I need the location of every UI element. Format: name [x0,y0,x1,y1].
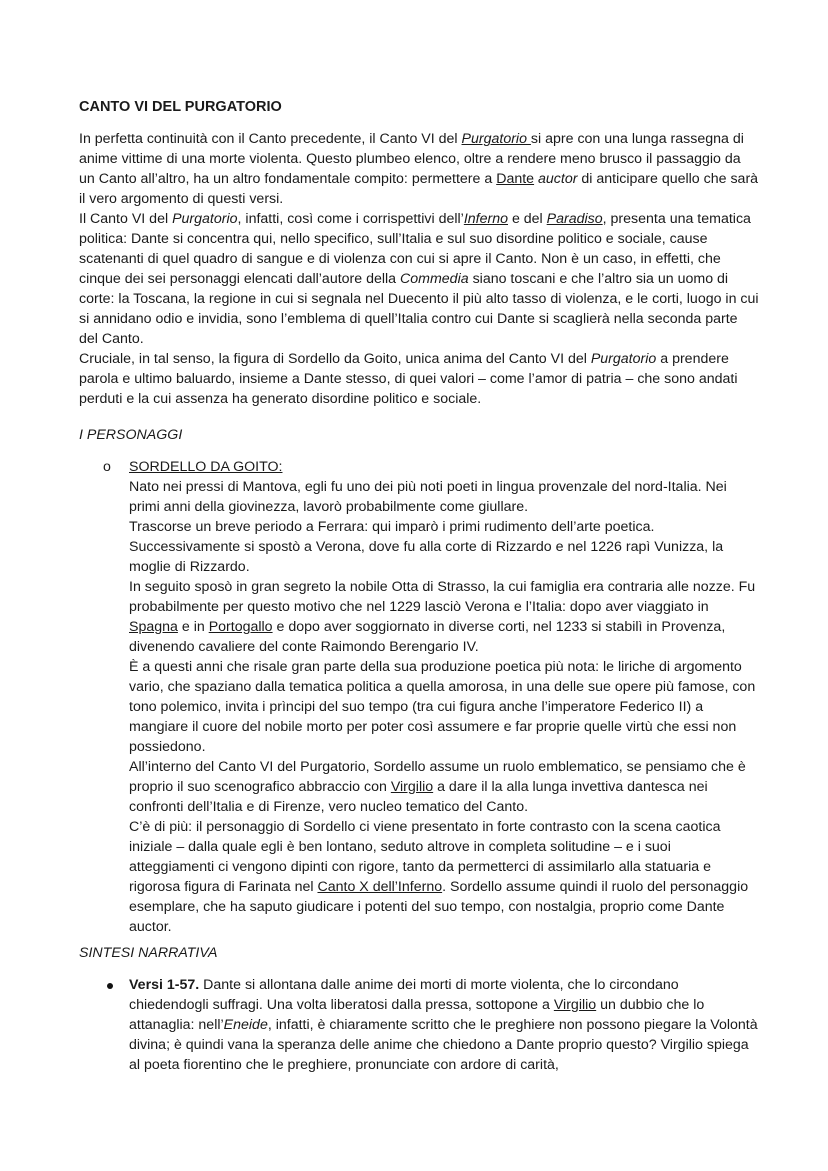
intro-paragraph-1: In perfetta continuità con il Canto precedente, il Canto VI del Purgatorio si apre con una lunga rassegna di anime vittime di una morte violenta. Questo plumbeo elenco, oltre a rendere meno brusco il passaggio da un Canto all’altro, ha un altro fondamentale compito: permettere a Dante auctor di anticipare quello che sarà il vero argomento di questi versi. [79,131,759,207]
character-text-2: Trascorse un breve periodo a Ferrara: qui imparò i primi rudimento dell’arte poetica. [129,519,655,535]
link-paradiso[interactable]: Paradiso [546,211,603,227]
character-text-5: È a questi anni che risale gran parte della sua produzione poetica più nota: le liriche di argomento vario, che spaziano dalla tematica politica a quella amorosa, in una delle sue opere più famose, con tono polemico, invita i prìncipi del suo tempo (tra cui figura anche l’imperatore Federico II) a mangiare il cuore del nobile morto per poter così assumere e far proprie quelle virtù che essi non possiedono. [129,659,756,755]
bullet-dot-icon [107,983,113,989]
character-text-7: C’è di più: il personaggio di Sordello ci viene presentato in forte contrasto con la scena caotica iniziale – dalla quale egli è ben lontano, seduto altrove in completa solitudine – e i suoi atteggiamenti ci vengono dipinti con rigore, tanto da permetterci di assimilarlo alla statuaria e rigorosa figura di Farinata nel Canto X dell’Inferno. Sordello assume quindi il ruolo del personaggio esemplare, che ha saputo giudicare i potenti del suo tempo, con nostalgia, proprio come Dante auctor. [129,819,749,935]
character-item-sordello [79,457,759,937]
verse-label: Versi 1-57. [129,977,200,993]
character-text-1: Nato nei pressi di Mantova, egli fu uno dei più noti poeti in lingua provenzale del nord-Italia. Nei primi anni della giovinezza, lavorò probabilmente come giullare. [129,479,727,515]
summary-item-versi-1-57 [79,975,759,1075]
intro-paragraph-3: Cruciale, in tal senso, la figura di Sordello da Goito, unica anima del Canto VI del Purgatorio a prendere parola e ultimo baluardo, insieme a Dante stesso, di quei valori – come l’amor di patria – che sono andati perduti e la cui assenza ha generato disordine politico e sociale. [79,351,738,407]
circle-bullet-icon: o [103,459,111,475]
link-inferno[interactable]: Inferno [463,211,508,227]
page-title: CANTO VI DEL PURGATORIO [79,99,282,115]
link-spagna[interactable]: Spagna [129,619,178,635]
link-virgilio-2[interactable]: Virgilio [553,997,597,1013]
section-heading-sintesi: SINTESI NARRATIVA [79,945,218,961]
link-dante[interactable]: Dante [496,171,535,187]
link-purgatorio[interactable]: Purgatorio [461,131,531,147]
section-heading-personaggi: I PERSONAGGI [79,427,183,443]
link-portogallo[interactable]: Portogallo [208,619,273,635]
summary-text: Versi 1-57. Dante si allontana dalle anime dei morti di morte violenta, che lo circondano chiedendogli suffragi. Una volta liberatosi dalla pressa, sottopone a Virgilio un dubbio che lo attanaglia: nell’Eneide, infatti, è chiaramente scritto che le preghiere non possono piegare la Volontà divina; è quindi vana la speranza delle anime che chiedono a Dante proprio questo? Virgilio spiega al poeta fiorentino che le preghiere, pronunciate con ardore di carità, [129,977,758,1073]
character-text-3: Successivamente si spostò a Verona, dove fu alla corte di Rizzardo e nel 1226 rapì Vunizza, la moglie di Rizzardo. [129,539,724,575]
character-text-6: All’interno del Canto VI del Purgatorio, Sordello assume un ruolo emblematico, se pensiamo che è proprio il suo scenografico abbraccio con Virgilio a dare il la alla lunga invettiva dantesca nei confronti dell’Italia e di Firenze, vero nucleo tematico del Canto. [129,759,746,815]
document-page [79,97,759,1075]
link-canto-x-inferno[interactable]: Canto X dell’Inferno [317,879,443,895]
character-name: SORDELLO DA GOITO: [129,459,283,475]
link-virgilio[interactable]: Virgilio [390,779,434,795]
intro-paragraph-2: Il Canto VI del Purgatorio, infatti, così come i corrispettivi dell’Inferno e del Paradiso, presenta una tematica politica: Dante si concentra qui, nello specifico, sull’Italia e sul suo disordine politico e sociale, cause scatenanti di quel quadro di sangue e di violenza con cui si apre il Canto. Non è un caso, in effetti, che cinque dei sei personaggi elencati dall’autore della Commedia siano toscani e che l’altro sia un uomo di corte: la Toscana, la regione in cui si segnala nel Duecento il più alto tasso di violenza, e le corti, luogo in cui si annidano odio e invidia, sono l’emblema di quell’Italia contro cui Dante si scaglierà nella seconda parte del Canto. [79,211,759,347]
character-text-4: In seguito sposò in gran segreto la nobile Otta di Strasso, la cui famiglia era contraria alle nozze. Fu probabilmente per questo motivo che nel 1229 lasciò Verona e l’Italia: dopo aver viaggiato in Spagna e in Portogallo e dopo aver soggiornato in diverse corti, nel 1233 si stabilì in Provenza, divenendo cavaliere del conte Raimondo Berengario IV. [129,579,756,655]
